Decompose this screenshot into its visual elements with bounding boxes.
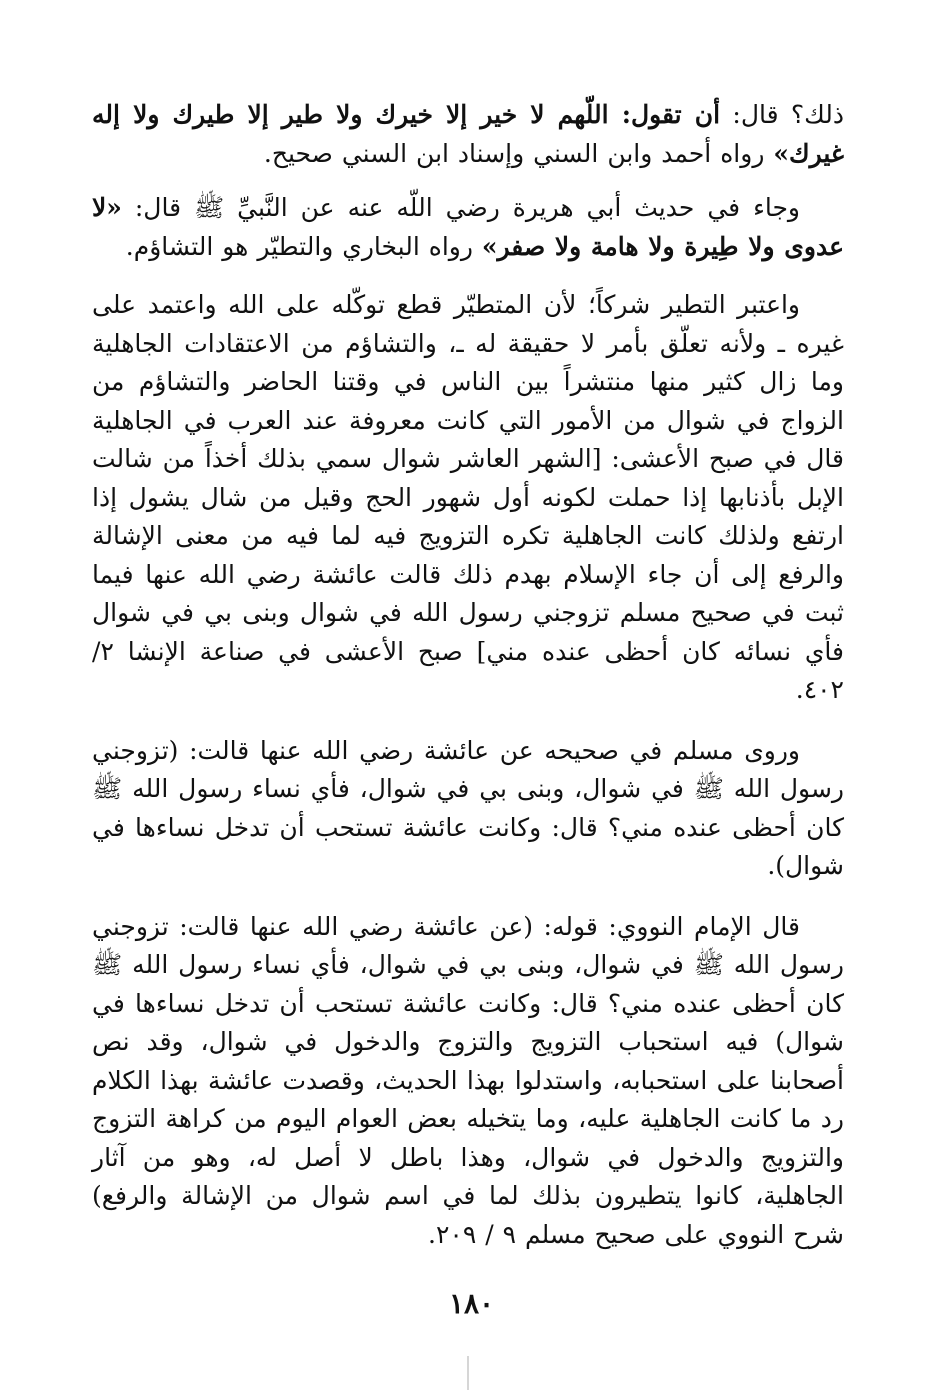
paragraph-1-intro: ذلك؟ قال: (720, 100, 844, 129)
paragraph-2 (92, 189, 844, 266)
page-body (92, 96, 844, 1274)
paragraph-2-intro: وجاء في حديث أبي هريرة رضي اللّه عنه عن النَّبيِّ ﷺ قال: (121, 193, 800, 222)
scan-artifact-line (467, 1356, 469, 1390)
paragraph-4: وروى مسلم في صحيحه عن عائشة رضي الله عنها قالت: (تزوجني رسول الله ﷺ في شوال، وبنى بي في شوال، فأي نساء رسول الله ﷺ كان أحظى عنده مني؟ قال: وكانت عائشة تستحب أن تدخل نساءها في شوال). (92, 735, 844, 880)
paragraph-3: واعتبر التطير شركاً؛ لأن المتطيّر قطع توكّله على الله واعتمد على غيره ـ ولأنه تعلّق بأمر لا حقيقة له ـ، والتشاؤم من الاعتقادات الجاهلية وما زال كثير منها منتشراً بين الناس في وقتنا الحاضر والتشاؤم من الزواج في شوال من الأمور التي كانت معروفة عند العرب في الجاهلية قال في صبح الأعشى: [الشهر العاشر شوال سمي بذلك أخذاً من شالت الإبل بأذنابها إذا حملت لكونه أول شهور الحج وقيل من شال يشول إذا ارتفع ولذلك كانت الجاهلية تكره التزويج فيه لما فيه من معنى الإشالة والرفع إلى أن جاء الإسلام بهدم ذلك قالت عائشة رضي الله عنها فيما ثبت في صحيح مسلم تزوجني رسول الله في شوال وبنى بي في شوال فأي نسائه كان أحظى عنده مني] صبح الأعشى في صناعة الإنشا ٢/ ٤٠٢. (92, 290, 844, 704)
paragraph-1-rest: رواه أحمد وابن السني وإسناد ابن السني صحيح. (263, 138, 774, 168)
paragraph-5: قال الإمام النووي: قوله: (عن عائشة رضي الله عنها قالت: تزوجني رسول الله ﷺ في شوال، وبنى بي في شوال، فأي نساء رسول الله ﷺ كان أحظى عنده مني؟ قال: وكانت عائشة تستحب أن تدخل نساءها في شوال) فيه استحباب التزويج والتزوج والدخول في شوال، وقد نص أصحابنا على استحبابه، واستدلوا بهذا الحديث، وقصدت عائشة بهذا الكلام رد ما كانت الجاهلية عليه، وما يتخيله بعض العوام اليوم من كراهة التزوج والتزويج والدخول في شوال، وهذا باطل لا أصل له، وهو من آثار الجاهلية، كانوا يتطيرون بذلك لما في اسم شوال من الإشالة والرفع) شرح النووي على صحيح مسلم ٩ / ٢٠٩. (92, 911, 844, 1249)
page-number: ١٨٠ (448, 1287, 495, 1320)
paragraph-1-hadith: أن تقول: اللّهم لا خير إلا خيرك ولا طير إلا طيرك ولا إله غيرك» (92, 100, 844, 168)
paragraph-2-rest: رواه البخاري والتطيّر هو التشاؤم. (125, 231, 482, 261)
paragraph-2-hadith: «لا عدوى ولا طِيرة ولا هامة ولا صفر» (92, 193, 844, 261)
paragraph-1 (92, 96, 844, 173)
